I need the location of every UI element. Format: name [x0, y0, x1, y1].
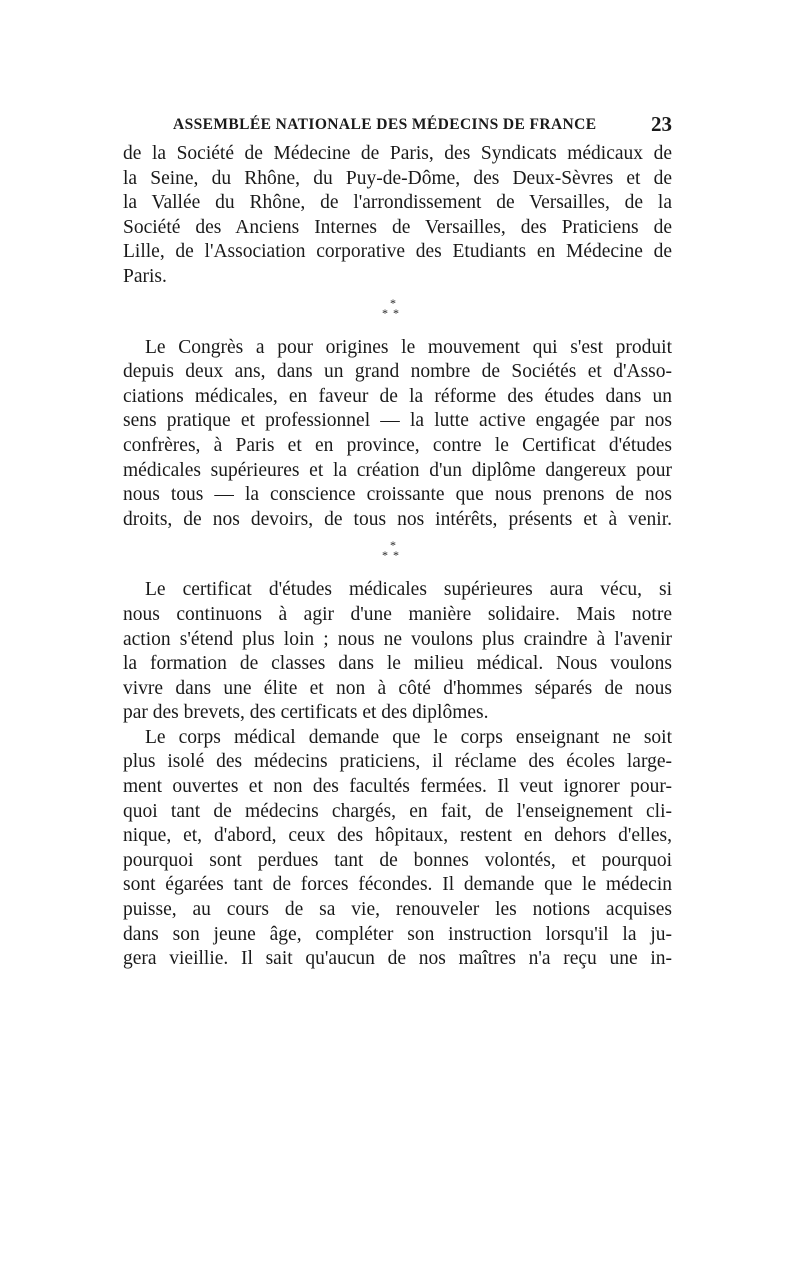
text-line: quoi tant de médecins chargés, en fait, de l'enseignement cli-: [123, 800, 672, 822]
text-line: confrères, à Paris et en province, contre le Certificat d'études: [123, 434, 672, 456]
running-title: ASSEMBLÉE NATIONALE DES MÉDECINS DE FRANCE: [173, 116, 597, 133]
running-header: [123, 112, 672, 142]
text-line: Lille, de l'Association corporative des Etudiants en Médecine de: [123, 241, 672, 263]
text-line: nous tous — la conscience croissante que nous prenons de nos: [123, 484, 672, 506]
text-line: action s'étend plus loin ; nous ne voulons plus craindre à l'avenir: [123, 628, 672, 650]
asterism-star-top: *: [390, 538, 396, 553]
text-line: sont égarées tant de forces fécondes. Il demande que le médecin: [123, 874, 672, 896]
text-line: ment ouvertes et non des facultés fermées. Il veut ignorer pour-: [123, 776, 672, 798]
text-line: Le corps médical demande que le corps enseignant ne soit: [145, 726, 672, 748]
paragraph-1: [123, 142, 672, 290]
text-line: vivre dans une élite et non à côté d'hommes séparés de nous: [123, 677, 672, 699]
asterism-stars-bottom: **: [382, 548, 404, 563]
paragraph-3: [123, 578, 672, 726]
text-line: Société des Anciens Internes de Versailles, des Praticiens de: [123, 216, 672, 238]
text-line: ciations médicales, en faveur de la réforme des études dans un: [123, 385, 672, 407]
text-line: Le Congrès a pour origines le mouvement qui s'est produit: [145, 336, 672, 358]
page-number: 23: [651, 112, 672, 136]
paragraph-4: [123, 726, 672, 972]
text-line: gera vieillie. Il sait qu'aucun de nos maîtres n'a reçu une in-: [123, 948, 672, 970]
text-line: par des brevets, des certificats et des diplômes.: [123, 702, 489, 724]
text-line: sens pratique et professionnel — la lutte active engagée par nos: [123, 410, 672, 432]
book-page: [123, 112, 672, 972]
asterism-separator: [123, 532, 672, 578]
text-line: dans son jeune âge, compléter son instruction lorsqu'il la ju-: [123, 923, 672, 945]
text-line: la formation de classes dans le milieu médical. Nous voulons: [123, 653, 672, 675]
text-line: depuis deux ans, dans un grand nombre de Sociétés et d'Asso-: [123, 361, 672, 383]
text-line: la Seine, du Rhône, du Puy-de-Dôme, des Deux-Sèvres et de: [123, 167, 672, 189]
text-line: la Vallée du Rhône, de l'arrondissement de Versailles, de la: [123, 192, 672, 214]
text-line: plus isolé des médecins praticiens, il réclame des écoles large-: [123, 751, 672, 773]
text-line: pourquoi sont perdues tant de bonnes volontés, et pourquoi: [123, 849, 672, 871]
asterism-star-top: *: [390, 295, 396, 310]
text-line: nique, et, d'abord, ceux des hôpitaux, restent en dehors d'elles,: [123, 825, 672, 847]
paragraph-2: [123, 336, 672, 533]
text-line: Le certificat d'études médicales supérieures aura vécu, si: [145, 579, 672, 601]
text-line: Paris.: [123, 265, 167, 287]
text-line: droits, de nos devoirs, de tous nos intérêts, présents et à venir.: [123, 508, 672, 530]
text-line: puisse, au cours de sa vie, renouveler les notions acquises: [123, 899, 672, 921]
text-line: de la Société de Médecine de Paris, des Syndicats médicaux de: [123, 143, 672, 164]
text-line: nous continuons à agir d'une manière solidaire. Mais notre: [123, 603, 672, 625]
asterism-stars-bottom: **: [382, 305, 404, 320]
text-line: médicales supérieures et la création d'un diplôme dangereux pour: [123, 459, 672, 481]
asterism-separator: [123, 290, 672, 336]
